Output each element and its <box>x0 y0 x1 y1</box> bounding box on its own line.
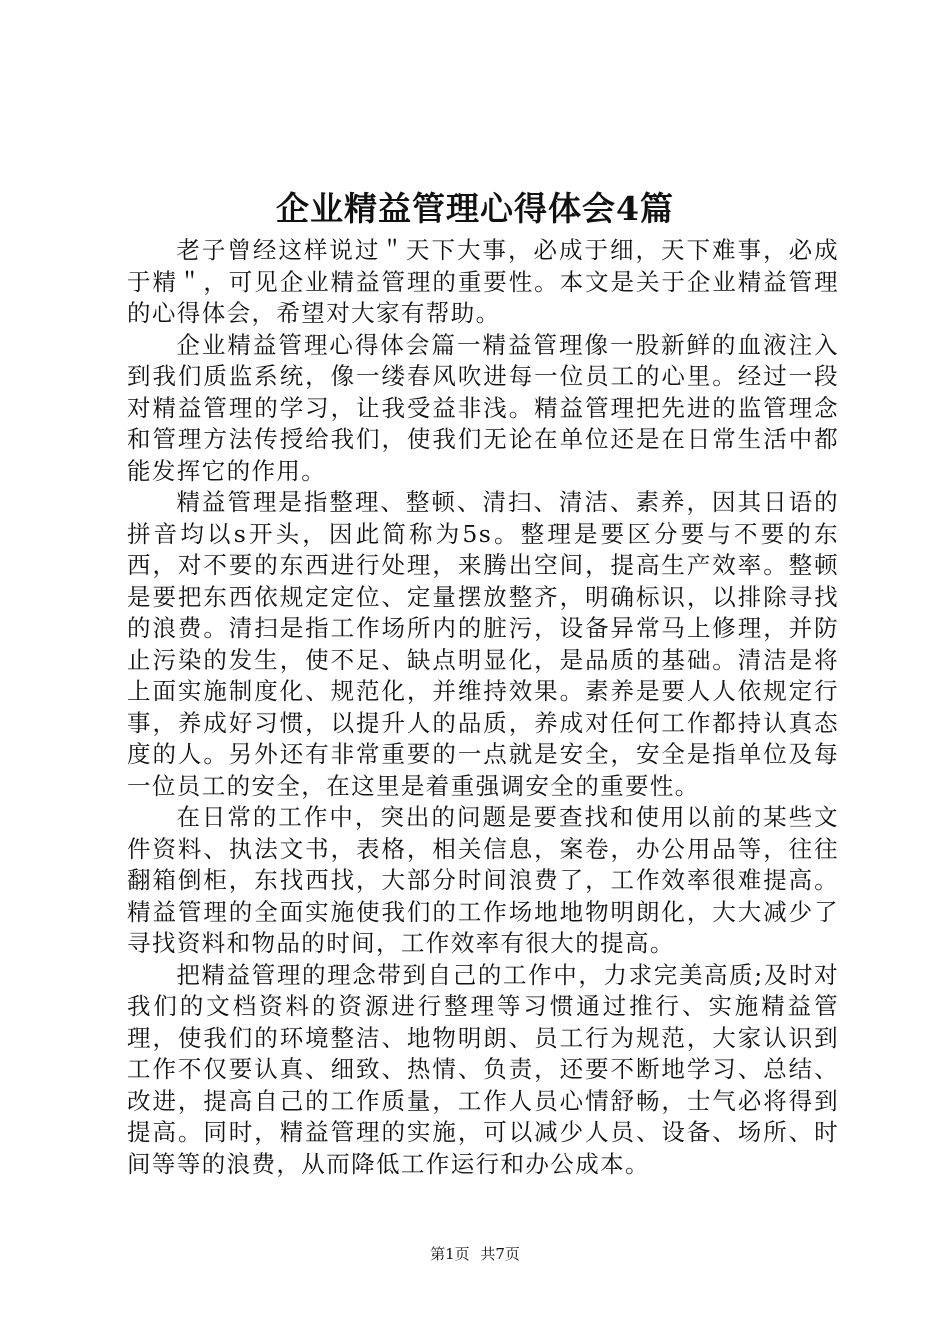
paragraph-2: 精益管理是指整理、整顿、清扫、清洁、素养，因其日语的拼音均以s开头，因此简称为5s。整理是要区分要与不要的东西，对不要的东西进行处理，来腾出空间，提高生产效率。整顿是要把东西依规定定位、定量摆放整齐，明确标识，以排除寻找的浪费。清扫是指工作场所内的脏污，设备异常马上修理，并防止污染的发生，使不足、缺点明显化，是品质的基础。清洁是将上面实施制度化、规范化，并维持效果。素养是要人人依规定行事，养成好习惯，以提升人的品质，养成对任何工作都持认真态度的人。另外还有非常重要的一点就是安全，安全是指单位及每一位员工的安全，在这里是着重强调安全的重要性。 <box>127 488 839 800</box>
paragraph-4: 把精益管理的理念带到自己的工作中，力求完美高质;及时对我们的文档资料的资源进行整理等习惯通过推行、实施精益管理，使我们的环境整洁、地物明朗、员工行为规范，大家认识到工作不仅要认真、细致、热情、负责，还要不断地学习、总结、改进，提高自己的工作质量，工作人员心情舒畅，士气必将得到提高。同时，精益管理的实施，可以减少人员、设备、场所、时间等等的浪费，从而降低工作运行和办公成本。 <box>127 960 839 1178</box>
document-title: 企业精益管理心得体会4篇 <box>276 189 674 228</box>
paragraph-intro: 老子曾经这样说过＂天下大事，必成于细，天下难事，必成于精＂，可见企业精益管理的重要性。本文是关于企业精益管理的心得体会，希望对大家有帮助。 <box>127 236 839 327</box>
document-body <box>127 235 839 1180</box>
paragraph-1: 企业精益管理心得体会篇一精益管理像一股新鲜的血液注入到我们质监系统，像一缕春风吹进每一位员工的心里。经过一段对精益管理的学习，让我受益非浅。精益管理把先进的监管理念和管理方法传授给我们，使我们无论在单位还是在日常生活中都能发挥它的作用。 <box>127 330 839 485</box>
page-number-current: 第1页 <box>430 1245 470 1263</box>
page-footer <box>0 1244 950 1264</box>
page-number-total: 共7页 <box>480 1245 520 1263</box>
paragraph-3: 在日常的工作中，突出的问题是要查找和使用以前的某些文件资料、执法文书，表格，相关信息，案卷，办公用品等，往往翻箱倒柜，东找西找，大部分时间浪费了，工作效率很难提高。精益管理的全面实施使我们的工作场地地物明朗化，大大减少了寻找资料和物品的时间，工作效率有很大的提高。 <box>127 803 839 957</box>
